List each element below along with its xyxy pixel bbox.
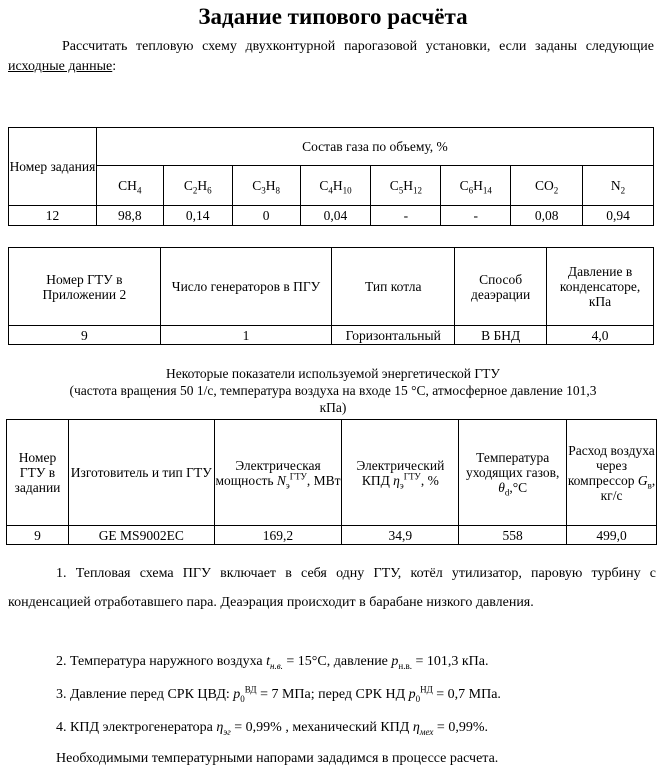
intro-text: Рассчитать тепловую схему двухконтурной парогазовой установки, если заданы следующие (62, 39, 654, 54)
header-generators: Число генераторов в ПГУ (160, 248, 332, 326)
header-manufacturer: Изготовитель и тип ГТУ (68, 420, 214, 526)
cell: - (441, 206, 511, 226)
cell: Горизонтальный (332, 326, 455, 345)
cell: 499,0 (567, 526, 657, 545)
cell: 9 (9, 326, 161, 345)
component-cell: $C_3H_8$ (232, 166, 300, 206)
cell: 1 (160, 326, 332, 345)
header-electric-power: Электрическая мощность $N_э^{ГТУ}$, МВт (214, 420, 342, 526)
cell: 0,14 (163, 206, 232, 226)
component-cell: $CO_2$ (511, 166, 583, 206)
cell: 12 (9, 206, 97, 226)
paragraph-3: 3. Давление перед СРК ЦВД: $p_0^{ВД} = 7$ МПа; перед СРК НД $p_0^{НД} = 0,7$ МПа. (56, 684, 501, 704)
gas-composition-table (8, 127, 654, 226)
header-boiler-type: Тип котла (332, 248, 455, 326)
paragraph-2: 2. Температура наружного воздуха $t_{н.в.} = 15^\circ С$, давление $p_{н.в.} = 101,3$ кПа. (56, 654, 489, 671)
component-cell: $C_6H_{14}$ (441, 166, 511, 206)
gtu-caption-title: Некоторые показатели используемой энергетической ГТУ (166, 366, 500, 381)
gtu-caption-conditions: (частота вращения 50 1/с, температура воздуха на входе 15 °С, атмосферное давление 101,3 кПа) (69, 383, 597, 415)
paragraph-4: 4. КПД электрогенератора $\eta_{эг} = 0,99\%$ , механический КПД $\eta_{мех} = 0,99\%$. (56, 720, 488, 737)
header-condenser-pressure: Давление в конденсаторе, кПа (547, 248, 654, 326)
cell: 558 (459, 526, 567, 545)
gtu-config-table (8, 247, 654, 345)
component-cell: $N_2$ (583, 166, 654, 206)
header-electric-efficiency: Электрический КПД $\eta_э^{ГТУ}$, % (342, 420, 459, 526)
intro-end: : (112, 59, 117, 74)
cell: 169,2 (214, 526, 342, 545)
header-task-number: Номер задания (9, 128, 97, 206)
cell: 98,8 (96, 206, 163, 226)
cell: 9 (7, 526, 69, 545)
cell: 0,08 (511, 206, 583, 226)
gtu-parameters-table (6, 419, 657, 545)
table-row (9, 206, 654, 226)
table-row (7, 526, 657, 545)
paragraph-5: Необходимыми температурными напорами зададимся в процессе расчета. (56, 751, 499, 766)
header-gas-composition: Состав газа по объему, % (96, 128, 653, 166)
cell: В БНД (455, 326, 547, 345)
cell: 0 (232, 206, 300, 226)
page-title: Задание типового расчёта (198, 4, 468, 29)
cell: 34,9 (342, 526, 459, 545)
component-cell: $C_5H_{12}$ (371, 166, 441, 206)
components-row (9, 166, 654, 206)
cell: GE MS9002EC (68, 526, 214, 545)
cell: 4,0 (547, 326, 654, 345)
cell: 0,04 (300, 206, 371, 226)
header-gtu-number: Номер ГТУ в Приложении 2 (9, 248, 161, 326)
header-exhaust-temperature: Температура уходящих газов, $\theta_d,^\circ С$ (459, 420, 567, 526)
paragraph-1: 1. Тепловая схема ПГУ включает в себя одну ГТУ, котёл утилизатор, паровую турбину с конденсацией отработавшего пара. Деаэрация происходит в барабане низкого давления. (8, 566, 656, 610)
cell: - (371, 206, 441, 226)
intro-paragraph (8, 37, 654, 77)
component-cell: $C_2H_6$ (163, 166, 232, 206)
header-gtu-number: Номер ГТУ в задании (7, 420, 69, 526)
table-row (9, 326, 654, 345)
header-air-flow: Расход воздуха через компрессор $G_в$, кг/с (567, 420, 657, 526)
cell: 0,94 (583, 206, 654, 226)
intro-underlined: исходные данные (8, 59, 113, 74)
component-cell: $C_4H_{10}$ (300, 166, 371, 206)
header-deaeration: Способ деаэрации (455, 248, 547, 326)
component-cell: $CH_4$ (96, 166, 163, 206)
